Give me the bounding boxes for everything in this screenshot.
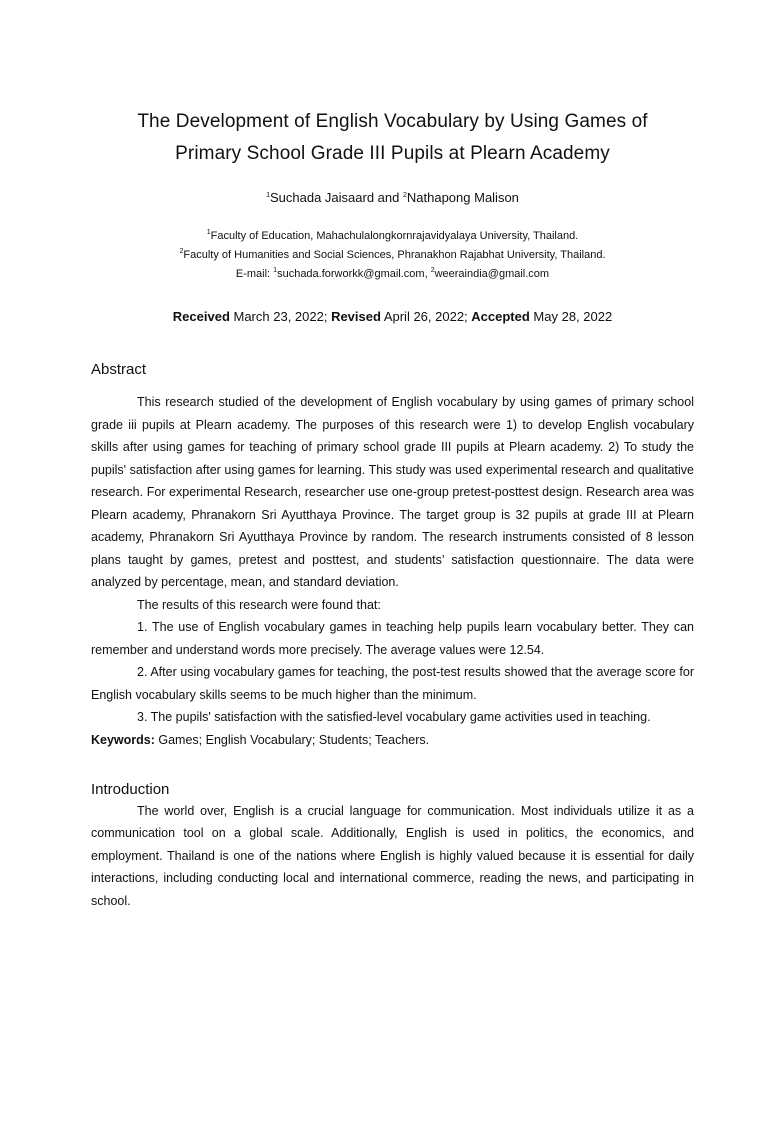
received-label: Received (172, 309, 230, 324)
affiliation-1 (91, 227, 694, 246)
keywords (91, 729, 694, 751)
publication-dates (91, 308, 694, 326)
author-list (91, 189, 694, 207)
email-label: E-mail: (235, 268, 274, 280)
introduction-body (91, 800, 694, 913)
accepted-label: Accepted (471, 309, 530, 324)
abstract-finding-1: 1. The use of English vocabulary games in teaching help pupils learn vocabulary better. They can remember and understand words more precisely. The average values were 12.54. (91, 620, 694, 657)
abstract-body (91, 391, 694, 751)
author-1-name: Suchada Jaisaard (269, 190, 375, 205)
author-2-name: Nathapong Malison (406, 190, 519, 205)
email-2-mark: 2 (430, 267, 435, 274)
author-2-mark: 2 (402, 192, 407, 199)
affiliations (91, 227, 694, 284)
abstract-heading: Abstract (91, 361, 147, 378)
affiliation-2 (91, 246, 694, 265)
received-date: March 23, 2022; (229, 309, 332, 324)
introduction-heading: Introduction (91, 780, 170, 798)
abstract-paragraph-1: This research studied of the development of English vocabulary by using games of primary school grade iii pupils at Plearn academy. The purposes of this research were 1) to develop English vocabulary skills after using games for teaching of primary school grade III pupils at Plearn academy. 2) To study the pupils' satisfaction after using games for learning. This study was used experimental research and qualitative research. For experimental Research, researcher use one-group pretest-posttest design. Research area was Plearn academy, Phranakorn Sri Ayutthaya Province. The target group is 32 pupils at grade III at Plearn academy, Phranakorn Sri Ayutthaya Province by random. The research instruments consisted of 8 lesson plans taught by games, pretest and posttest, and students’ satisfaction questionnaire. The data were analyzed by percentage, mean, and standard deviation. (91, 395, 694, 589)
affiliation-1-mark: 1 (206, 229, 211, 236)
author-conjunction: and (374, 190, 403, 205)
introduction-paragraph-1: The world over, English is a crucial language for communication. Most individuals utilize it as a communication tool on a global scale. Additionally, English is used in politics, the economics, and employment. Thailand is one of the nations where English is highly valued because it is essential for daily interactions, including conducting local and international commerce, reading the news, and participating in school. (91, 803, 694, 908)
paper-page (0, 106, 768, 1130)
email-1-mark: 1 (273, 267, 278, 274)
keywords-list: Games; English Vocabulary; Students; Teachers. (154, 732, 430, 747)
email-line (91, 265, 694, 284)
revised-label: Revised (331, 309, 381, 324)
abstract-finding-2: 2. After using vocabulary games for teaching, the post-test results showed that the average score for English vocabulary skills seems to be much higher than the minimum. (91, 665, 694, 702)
title-line-1: The Development of English Vocabulary by Using Games of (137, 111, 648, 132)
affiliation-2-text: Faculty of Humanities and Social Sciences, Phranakhon Rajabhat University, Thailand. (183, 249, 606, 261)
abstract-paragraph-2: The results of this research were found that: (137, 597, 381, 612)
revised-date: April 26, 2022; (380, 309, 472, 324)
affiliation-2-mark: 2 (179, 248, 184, 255)
accepted-date: May 28, 2022 (529, 309, 613, 324)
affiliation-1-text: Faculty of Education, Mahachulalongkornrajavidyalaya University, Thailand. (210, 230, 579, 242)
abstract-finding-3: 3. The pupils' satisfaction with the satisfied-level vocabulary game activities used in teaching. (137, 710, 651, 724)
author-1-mark: 1 (266, 192, 270, 199)
keywords-label: Keywords: (91, 732, 155, 747)
title-line-2: Primary School Grade III Pupils at Plearn Academy (175, 143, 610, 164)
email-2: weeraindia@gmail.com (434, 268, 550, 280)
email-1: suchada.forworkk@gmail.com, (277, 268, 431, 280)
paper-title (91, 106, 694, 170)
